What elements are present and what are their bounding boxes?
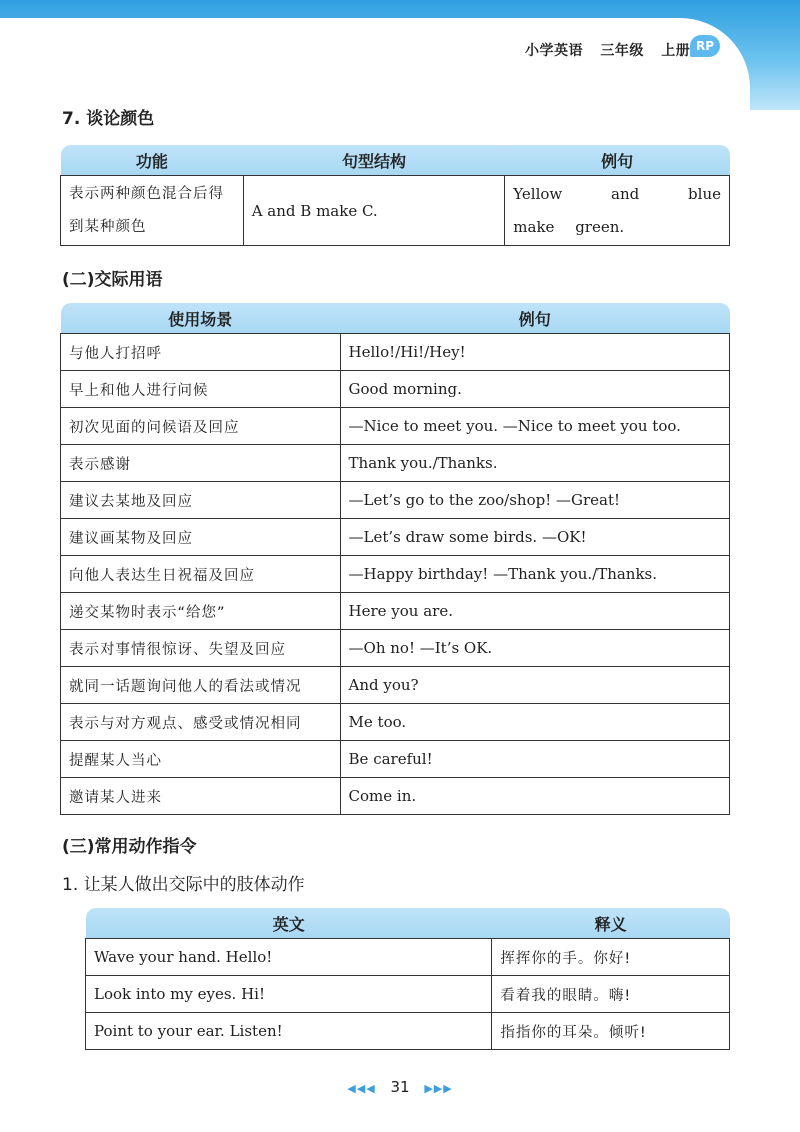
table-row xyxy=(61,741,730,778)
example-cell: Yellow and blue make green. xyxy=(505,176,730,246)
phrases-body xyxy=(61,334,730,815)
scene-cell: 邀请某人进来 xyxy=(61,778,341,815)
scene-cell: 建议去某地及回应 xyxy=(61,482,341,519)
prev-arrows-icon: ◀◀◀ xyxy=(347,1082,376,1095)
table-row xyxy=(61,445,730,482)
scene-cell: 建议画某物及回应 xyxy=(61,519,341,556)
col-example: 例句 xyxy=(505,145,730,176)
phrase-cell: And you? xyxy=(340,667,729,704)
table-row xyxy=(86,1013,730,1050)
table-row xyxy=(61,704,730,741)
table-row xyxy=(86,976,730,1013)
structure-cell: A and B make C. xyxy=(243,176,505,246)
table-row xyxy=(61,371,730,408)
meaning-cell: 挥挥你的手。你好! xyxy=(492,939,730,976)
color-table xyxy=(60,145,730,246)
table-row xyxy=(61,408,730,445)
scene-cell: 提醒某人当心 xyxy=(61,741,341,778)
color-table-header xyxy=(61,145,730,176)
header-subject: 小学英语 xyxy=(525,43,583,59)
phrase-cell: Me too. xyxy=(340,704,729,741)
col-phrase-example: 例句 xyxy=(340,303,729,334)
phrase-cell: —Let’s draw some birds. —OK! xyxy=(340,519,729,556)
actions-table-header xyxy=(86,908,730,939)
table-row xyxy=(86,939,730,976)
col-english: 英文 xyxy=(86,908,492,939)
english-cell: Wave your hand. Hello! xyxy=(86,939,492,976)
col-structure: 句型结构 xyxy=(243,145,505,176)
next-arrows-icon: ▶▶▶ xyxy=(424,1082,453,1095)
header-white-panel xyxy=(0,18,750,110)
section3-title: (三)常用动作指令 xyxy=(62,837,197,857)
scene-cell: 与他人打招呼 xyxy=(61,334,341,371)
scene-cell: 就同一话题询问他人的看法或情况 xyxy=(61,667,341,704)
table-row xyxy=(61,482,730,519)
table-row xyxy=(61,593,730,630)
phrase-cell: Good morning. xyxy=(340,371,729,408)
scene-cell: 早上和他人进行问候 xyxy=(61,371,341,408)
phrase-cell: Hello!/Hi!/Hey! xyxy=(340,334,729,371)
table-row xyxy=(61,519,730,556)
scene-cell: 向他人表达生日祝福及回应 xyxy=(61,556,341,593)
phrase-cell: —Oh no! —It’s OK. xyxy=(340,630,729,667)
section3-subtitle: 1. 让某人做出交际中的肢体动作 xyxy=(62,875,305,895)
section7-title: 7. 谈论颜色 xyxy=(62,109,155,129)
scene-cell: 表示感谢 xyxy=(61,445,341,482)
phrase-cell: —Nice to meet you. —Nice to meet you too. xyxy=(340,408,729,445)
page-footer xyxy=(0,1078,800,1096)
meaning-cell: 看着我的眼睛。嗨! xyxy=(492,976,730,1013)
scene-cell: 表示与对方观点、感受或情况相同 xyxy=(61,704,341,741)
table-row xyxy=(61,667,730,704)
scene-cell: 递交某物时表示“给您” xyxy=(61,593,341,630)
table-row xyxy=(61,556,730,593)
table-row xyxy=(61,176,730,246)
table-row xyxy=(61,630,730,667)
scene-cell: 表示对事情很惊讶、失望及回应 xyxy=(61,630,341,667)
phrase-cell: Here you are. xyxy=(340,593,729,630)
english-cell: Point to your ear. Listen! xyxy=(86,1013,492,1050)
table-row xyxy=(61,778,730,815)
table-row xyxy=(61,334,730,371)
actions-table xyxy=(85,908,730,1050)
phrases-table xyxy=(60,303,730,815)
col-scene: 使用场景 xyxy=(61,303,341,334)
phrase-cell: Be careful! xyxy=(340,741,729,778)
english-cell: Look into my eyes. Hi! xyxy=(86,976,492,1013)
header-volume: 上册 xyxy=(661,43,691,59)
function-cell: 表示两种颜色混合后得到某种颜色 xyxy=(61,176,244,246)
actions-body xyxy=(86,939,730,1050)
header-grade: 三年级 xyxy=(600,43,644,59)
phrase-cell: Come in. xyxy=(340,778,729,815)
meaning-cell: 指指你的耳朵。倾听! xyxy=(492,1013,730,1050)
phrases-table-header xyxy=(61,303,730,334)
rp-badge: RP xyxy=(690,35,720,57)
col-meaning: 释义 xyxy=(492,908,730,939)
section2-title: (二)交际用语 xyxy=(62,270,163,290)
phrase-cell: Thank you./Thanks. xyxy=(340,445,729,482)
scene-cell: 初次见面的问候语及回应 xyxy=(61,408,341,445)
page-number: 31 xyxy=(390,1078,410,1096)
header-title xyxy=(525,40,702,60)
phrase-cell: —Let’s go to the zoo/shop! —Great! xyxy=(340,482,729,519)
phrase-cell: —Happy birthday! —Thank you./Thanks. xyxy=(340,556,729,593)
col-function: 功能 xyxy=(61,145,244,176)
